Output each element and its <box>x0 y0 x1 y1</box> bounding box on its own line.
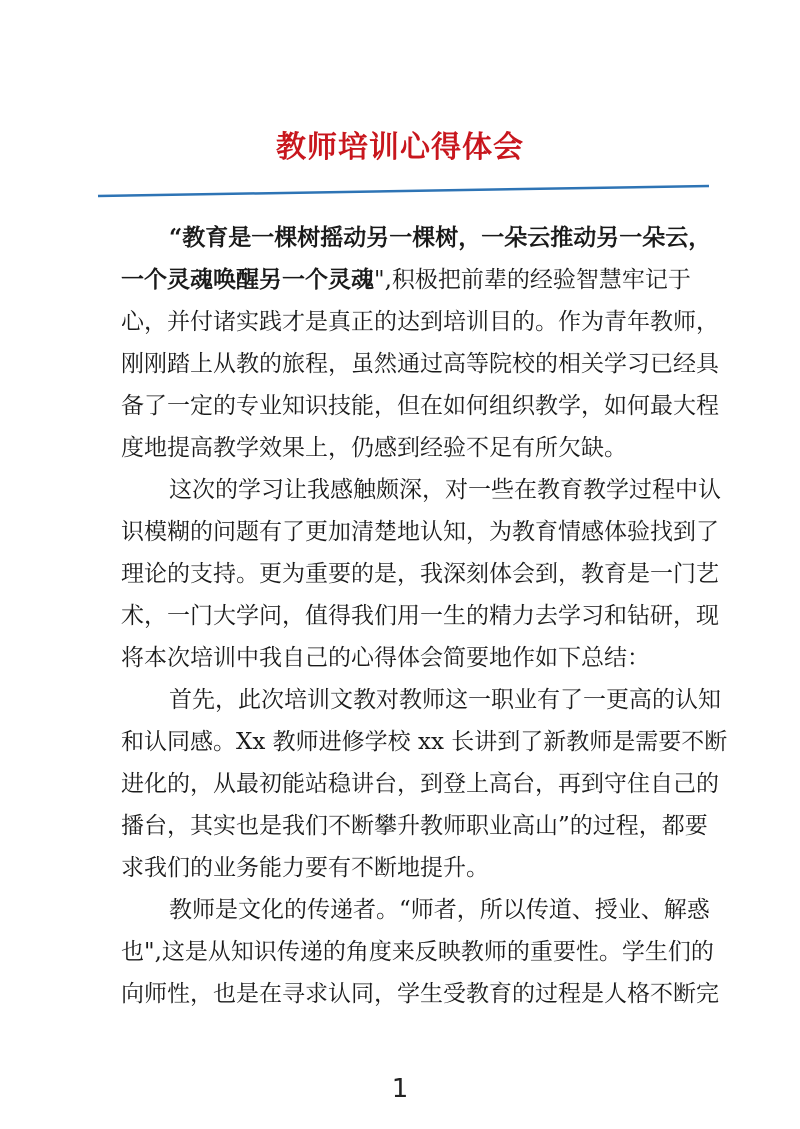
text-line: 这次的学习让我感触颇深，对一些在教育教学过程中认 <box>169 477 721 503</box>
text-span: ",积极把前辈的经验智慧牢记于 <box>374 267 691 293</box>
title-divider <box>0 0 800 210</box>
text-line: 求我们的业务能力要有不断地提升。 <box>121 855 489 881</box>
text-line: 将本次培训中我自己的心得体会简要地作如下总结： <box>121 645 650 671</box>
text-line: 心，并付诸实践才是真正的达到培训目的。作为青年教师， <box>121 309 719 335</box>
text-line: 向师性，也是在寻求认同，学生受教育的过程是人格不断完 <box>121 981 719 1007</box>
paragraph-1 <box>121 217 719 469</box>
bold-quote: 一个灵魂唤醒另一个灵魂 <box>121 266 374 293</box>
page-number: 1 <box>391 1074 409 1104</box>
text-line: 首先，此次培训文教对教师这一职业有了一更高的认知 <box>169 687 721 713</box>
text-line: 识模糊的问题有了更加清楚地认知，为教育情感体验找到了 <box>121 519 719 545</box>
text-line: 播台，其实也是我们不断攀升教师职业高山”的过程，都要 <box>121 813 708 839</box>
paragraph-2 <box>121 469 721 679</box>
text-line: “教育是一棵树摇动另一棵树，一朵云推动另一朵云， <box>169 224 712 251</box>
text-line: 也",这是从知识传递的角度来反映教师的重要性。学生们的 <box>121 939 714 965</box>
text-line: 理论的支持。更为重要的是，我深刻体会到，教育是一门艺 <box>121 561 719 587</box>
text-line: 刚刚踏上从教的旅程，虽然通过高等院校的相关学习已经具 <box>121 351 719 377</box>
text-line: 进化的，从最初能站稳讲台，到登上高台，再到守住自己的 <box>121 771 719 797</box>
text-line <box>121 259 691 301</box>
paragraph-3 <box>121 679 728 889</box>
text-line: 备了一定的专业知识技能，但在如何组织教学，如何最大程 <box>121 393 719 419</box>
document-body <box>121 217 728 1015</box>
text-line: 度地提高教学效果上，仍感到经验不足有所欠缺。 <box>121 435 627 461</box>
text-line: 教师是文化的传递者。“师者，所以传道、授业、解惑 <box>169 897 710 923</box>
paragraph-4 <box>121 889 719 1015</box>
text-line: 术，一门大学问，值得我们用一生的精力去学习和钻研，现 <box>121 603 719 629</box>
text-line: 和认同感。Xx 教师进修学校 xx 长讲到了新教师是需要不断 <box>121 729 728 755</box>
document-title: 教师培训心得体会 <box>276 130 524 165</box>
